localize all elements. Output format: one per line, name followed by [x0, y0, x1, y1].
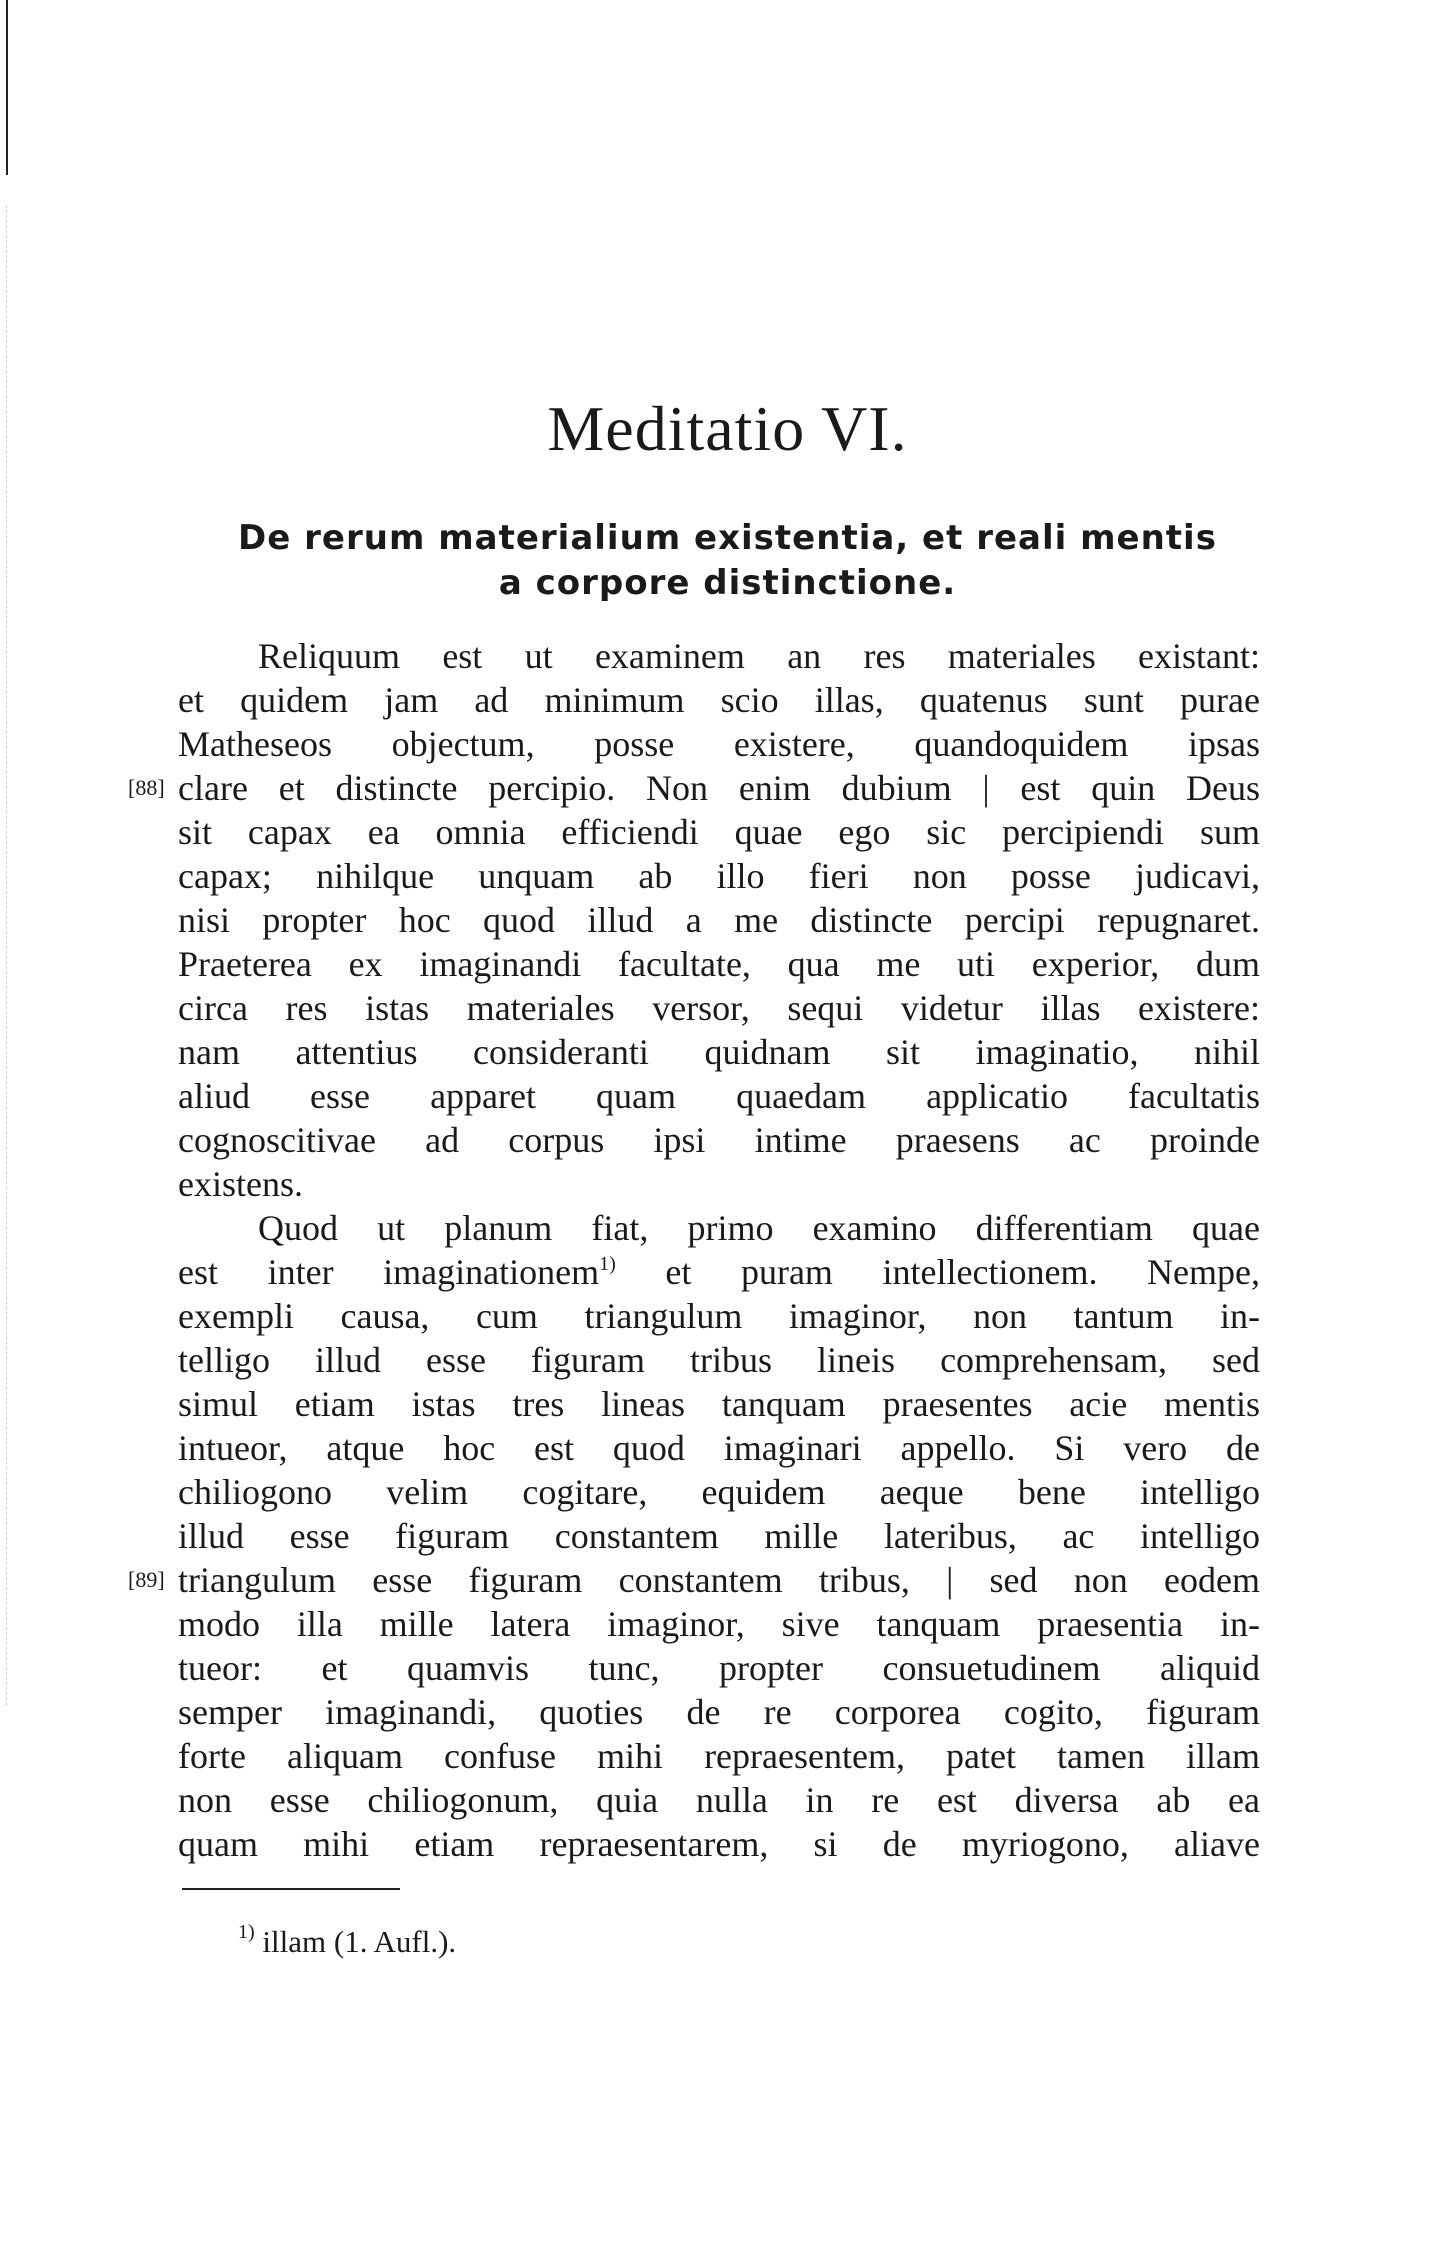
text-line: circa res istas materiales versor, sequi videtur illas existere: [178, 988, 1260, 1028]
text-line-with-footnote-ref [178, 1250, 1260, 1294]
text-line: capax; nihilque unquam ab illo fieri non posse judicavi, [178, 856, 1260, 896]
text-line: intueor, atque hoc est quod imaginari appello. Si vero de [178, 1428, 1260, 1468]
text-line: aliud esse apparet quam quaedam applicatio facultatis [178, 1076, 1260, 1116]
text-line: cognoscitivae ad corpus ipsi intime praesens ac proinde [178, 1120, 1260, 1160]
margin-page-number: [88] [128, 775, 165, 800]
text-line: triangulum esse figuram constantem tribus, | sed non eodem [178, 1560, 1260, 1600]
subtitle-line-2: a corpore distinctione. [498, 563, 957, 603]
text-line: Quod ut planum fiat, primo examino differentiam quae [258, 1208, 1260, 1248]
text-segment: est inter imaginationem [178, 1252, 600, 1292]
footnote [238, 1922, 456, 1962]
text-line: non esse chiliogonum, quia nulla in re est diversa ab ea [178, 1780, 1260, 1820]
text-line: forte aliquam confuse mihi repraesentem, patet tamen illam [178, 1736, 1260, 1776]
footnote-reference: 1) [599, 1253, 616, 1275]
footnote-text: illam (1. Aufl.). [254, 1924, 457, 1959]
text-line: telligo illud esse figuram tribus lineis comprehensam, sed [178, 1340, 1260, 1380]
text-line: simul etiam istas tres lineas tanquam praesentes acie mentis [178, 1384, 1260, 1424]
text-line: Matheseos objectum, posse existere, quandoquidem ipsas [178, 724, 1260, 764]
text-segment: et puram intellectionem. Nempe, [615, 1252, 1260, 1292]
text-line: nisi propter hoc quod illud a me distincte percipi repugnaret. [178, 900, 1260, 940]
margin-page-number: [89] [128, 1567, 165, 1592]
footnote-rule [182, 1888, 400, 1890]
text-line: semper imaginandi, quoties de re corporea cogito, figuram [178, 1692, 1260, 1732]
text-line: et quidem jam ad minimum scio illas, quatenus sunt purae [178, 680, 1260, 720]
text-line: tueor: et quamvis tunc, propter consuetudinem aliquid [178, 1648, 1260, 1688]
text-line: chiliogono velim cogitare, equidem aeque bene intelligo [178, 1472, 1260, 1512]
text-line: illud esse figuram constantem mille lateribus, ac intelligo [178, 1516, 1260, 1556]
text-line: clare et distincte percipio. Non enim dubium | est quin Deus [178, 768, 1260, 808]
subtitle-line-1: De rerum materialium existentia, et reali mentis [238, 518, 1217, 558]
text-line: exempli causa, cum triangulum imaginor, non tantum in- [178, 1296, 1260, 1336]
text-line: existens. [178, 1164, 303, 1204]
text-line: quam mihi etiam repraesentarem, si de myriogono, aliave [178, 1824, 1260, 1864]
text-line: Praeterea ex imaginandi facultate, qua me uti experior, dum [178, 944, 1260, 984]
scan-edge-mark [6, 0, 8, 175]
text-line: sit capax ea omnia efficiendi quae ego sic percipiendi sum [178, 812, 1260, 852]
page-title: Meditatio VI. [547, 393, 908, 464]
text-line: nam attentius consideranti quidnam sit imaginatio, nihil [178, 1032, 1260, 1072]
text-line: Reliquum est ut examinem an res materiales existant: [258, 636, 1260, 676]
text-line: modo illa mille latera imaginor, sive tanquam praesentia in- [178, 1604, 1260, 1644]
footnote-marker: 1) [238, 1921, 255, 1943]
